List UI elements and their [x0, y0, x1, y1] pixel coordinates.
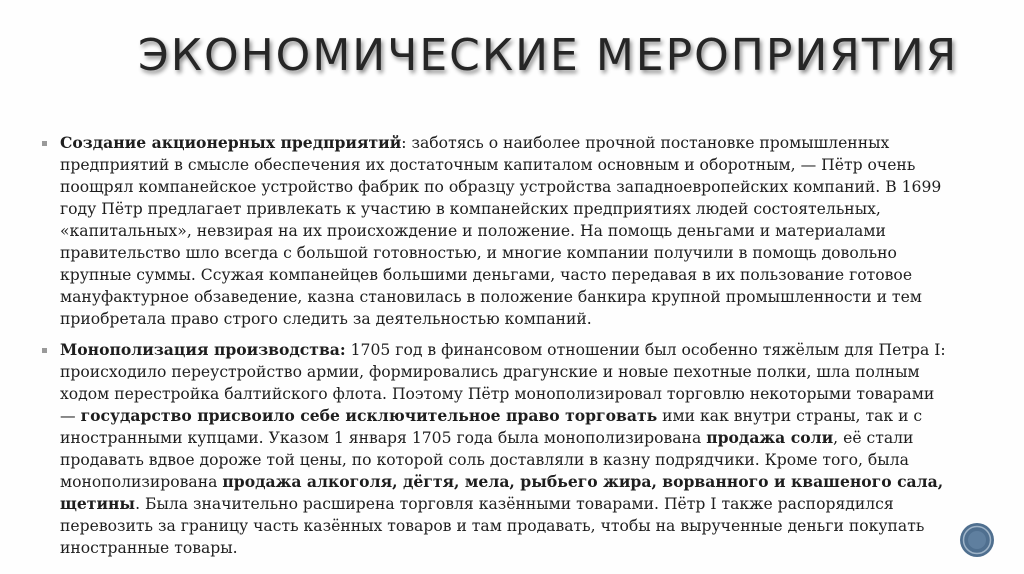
list-item — [42, 339, 946, 559]
bullet-marker-icon — [42, 141, 47, 146]
bullet-text: ими как внутри страны, так и с иностранными купцами. Указом 1 января 1705 года была монополизирована — [60, 407, 923, 447]
bullet-heading: Создание акционерных предприятий — [60, 133, 402, 152]
bold-phrase: продажа алкоголя, дёгтя, мела, рыбьего жира, ворванного и квашеного сала, щетины — [60, 472, 944, 513]
bullet-list — [42, 132, 946, 568]
bold-phrase: продажа соли — [706, 428, 834, 447]
bullet-text: . Была значительно расширена торговля казёнными товарами. Пётр I также распорядился перевозить за границу часть казённых товаров и там продавать, чтобы на вырученные деньги покупать иностранные товары. — [60, 495, 925, 557]
bullet-text: 1705 год в финансовом отношении был особенно тяжёлым для Петра I: происходило переустройство армии, формировались драгунские и новые пехотные полки, шла полным ходом перестройка балтийского флота. Поэтому Пётр монополизировал торговлю некоторыми товарами — — [60, 341, 946, 425]
bullet-marker-icon — [42, 348, 47, 353]
round-emblem-icon — [959, 522, 995, 558]
bullet-heading: Монополизация производства: — [60, 340, 346, 359]
bullet-text: , её стали продавать вдвое дороже той цены, по которой соль доставляли в казну подрядчики. Кроме того, была монополизирована — [60, 429, 914, 491]
bold-phrase: государство присвоило себе исключительное право торговать — [80, 406, 658, 425]
bullet-text: : заботясь о наиболее прочной постановке промышленных предприятий в смысле обеспечения их достаточным капиталом основным и оборотным, — Пётр очень поощрял компанейское устройство фабрик по образцу устройства западноевропейских компаний. В 1699 году Пётр предлагает привлекать к участию в компанейских предприятиях людей состоятельных, «капитальных», невзирая на их происхождение и положение. На помощь деньгами и материалами правительство шло всегда с большой готовностью, и многие компании получили в помощь довольно крупные суммы. Ссужая компанейцев большими деньгами, часто передавая в их пользование готовое мануфактурное обзаведение, казна становилась в положение банкира крупной промышленности и тем приобретала право строго следить за деятельностью компаний. — [60, 134, 942, 328]
list-item — [42, 132, 946, 330]
slide-title: ЭКОНОМИЧЕСКИЕ МЕРОПРИЯТИЯ — [138, 30, 959, 81]
